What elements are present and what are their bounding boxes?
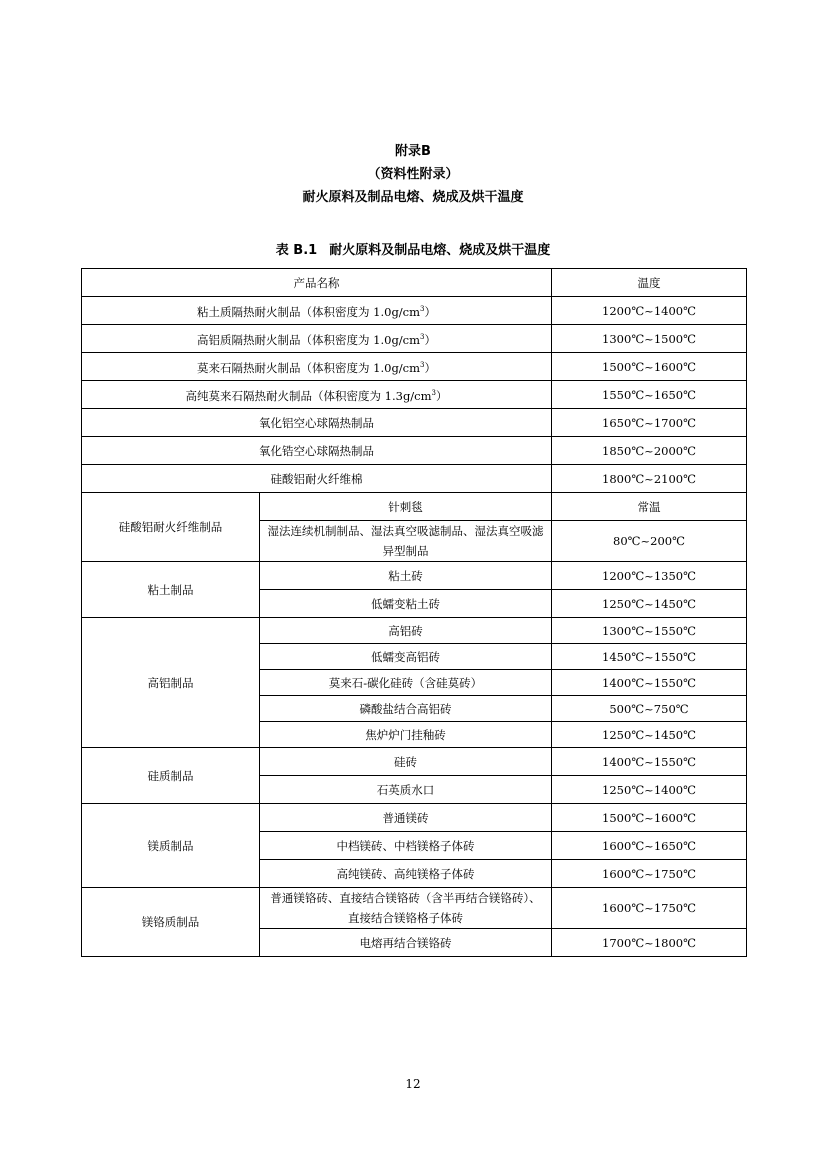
temperature-cell: 1250℃~1400℃ (552, 776, 747, 804)
table-row (82, 804, 747, 832)
table-row (82, 437, 747, 465)
temperature-cell: 1400℃~1550℃ (552, 748, 747, 776)
category-cell: 高铝制品 (82, 618, 260, 748)
table-number: 表 B.1 (275, 243, 318, 258)
table-row (82, 409, 747, 437)
appendix-label: 附录B (395, 144, 431, 159)
product-name-cell: 电熔再结合镁铬砖 (260, 929, 552, 957)
header-product-name: 产品名称 (82, 269, 552, 297)
table-caption (0, 239, 826, 258)
temperature-cell: 1300℃~1500℃ (552, 325, 747, 353)
category-cell: 镁质制品 (82, 804, 260, 888)
table-row (82, 562, 747, 590)
temperature-cell: 1300℃~1550℃ (552, 618, 747, 644)
temperature-cell: 1400℃~1550℃ (552, 670, 747, 696)
category-cell: 粘土制品 (82, 562, 260, 618)
table-row (82, 381, 747, 409)
temperature-cell: 1500℃~1600℃ (552, 804, 747, 832)
product-name-cell: 硅酸铝耐火纤维棉 (82, 465, 552, 493)
temperature-cell: 1800℃~2100℃ (552, 465, 747, 493)
table-header-row (82, 269, 747, 297)
product-name-cell: 高纯莫来石隔热耐火制品（体积密度为 $1.3g/cm^3$） (82, 381, 552, 409)
temperature-cell: 80℃~200℃ (552, 521, 747, 562)
temperature-cell: 1500℃~1600℃ (552, 353, 747, 381)
page-number: 12 (405, 1077, 421, 1091)
temperature-cell: 常温 (552, 493, 747, 521)
product-name-cell: 低蠕变粘土砖 (260, 590, 552, 618)
table-row (82, 493, 747, 521)
product-name-cell: 莫来石隔热耐火制品（体积密度为 $1.0g/cm^3$） (82, 353, 552, 381)
product-name-cell: 高纯镁砖、高纯镁格子体砖 (260, 860, 552, 888)
temperature-cell: 1850℃~2000℃ (552, 437, 747, 465)
table-row (82, 297, 747, 325)
product-name-cell: 磷酸盐结合高铝砖 (260, 696, 552, 722)
temperature-cell: 1250℃~1450℃ (552, 590, 747, 618)
table-row (82, 353, 747, 381)
appendix-type: （资料性附录） (367, 167, 459, 182)
table-row (82, 888, 747, 929)
product-name-cell: 硅砖 (260, 748, 552, 776)
table-row (82, 618, 747, 644)
temperature-cell: 1550℃~1650℃ (552, 381, 747, 409)
product-name-cell: 高铝质隔热耐火制品（体积密度为 $1.0g/cm^3$） (82, 325, 552, 353)
product-name-cell: 粘土质隔热耐火制品（体积密度为 $1.0g/cm^3$） (82, 297, 552, 325)
product-name-cell: 湿法连续机制制品、湿法真空吸滤制品、湿法真空吸滤异型制品 (260, 521, 552, 562)
product-name-cell: 粘土砖 (260, 562, 552, 590)
appendix-title: 耐火原料及制品电熔、烧成及烘干温度 (302, 190, 524, 205)
temperature-cell: 1450℃~1550℃ (552, 644, 747, 670)
category-cell: 硅酸铝耐火纤维制品 (82, 493, 260, 562)
product-name-cell: 高铝砖 (260, 618, 552, 644)
product-name-cell: 莫来石-碳化硅砖（含硅莫砖） (260, 670, 552, 696)
product-name-cell: 针刺毯 (260, 493, 552, 521)
temperature-cell: 500℃~750℃ (552, 696, 747, 722)
temperature-cell: 1650℃~1700℃ (552, 409, 747, 437)
product-name-cell: 低蠕变高铝砖 (260, 644, 552, 670)
category-cell: 镁铬质制品 (82, 888, 260, 957)
table-row (82, 325, 747, 353)
product-name-cell: 石英质水口 (260, 776, 552, 804)
temperature-cell: 1600℃~1650℃ (552, 832, 747, 860)
category-cell: 硅质制品 (82, 748, 260, 804)
product-name-cell: 氧化铝空心球隔热制品 (82, 409, 552, 437)
header-temperature: 温度 (552, 269, 747, 297)
product-name-cell: 焦炉炉门挂釉砖 (260, 722, 552, 748)
temperature-table (81, 268, 747, 957)
temperature-cell: 1600℃~1750℃ (552, 888, 747, 929)
temperature-cell: 1200℃~1400℃ (552, 297, 747, 325)
table-row (82, 465, 747, 493)
table-row (82, 748, 747, 776)
product-name-cell: 普通镁砖 (260, 804, 552, 832)
temperature-cell: 1250℃~1450℃ (552, 722, 747, 748)
product-name-cell: 中档镁砖、中档镁格子体砖 (260, 832, 552, 860)
table-title: 耐火原料及制品电熔、烧成及烘干温度 (329, 243, 551, 258)
temperature-cell: 1600℃~1750℃ (552, 860, 747, 888)
temperature-cell: 1700℃~1800℃ (552, 929, 747, 957)
product-name-cell: 氧化锆空心球隔热制品 (82, 437, 552, 465)
temperature-cell: 1200℃~1350℃ (552, 562, 747, 590)
product-name-cell: 普通镁铬砖、直接结合镁铬砖（含半再结合镁铬砖）、直接结合镁铬格子体砖 (260, 888, 552, 929)
